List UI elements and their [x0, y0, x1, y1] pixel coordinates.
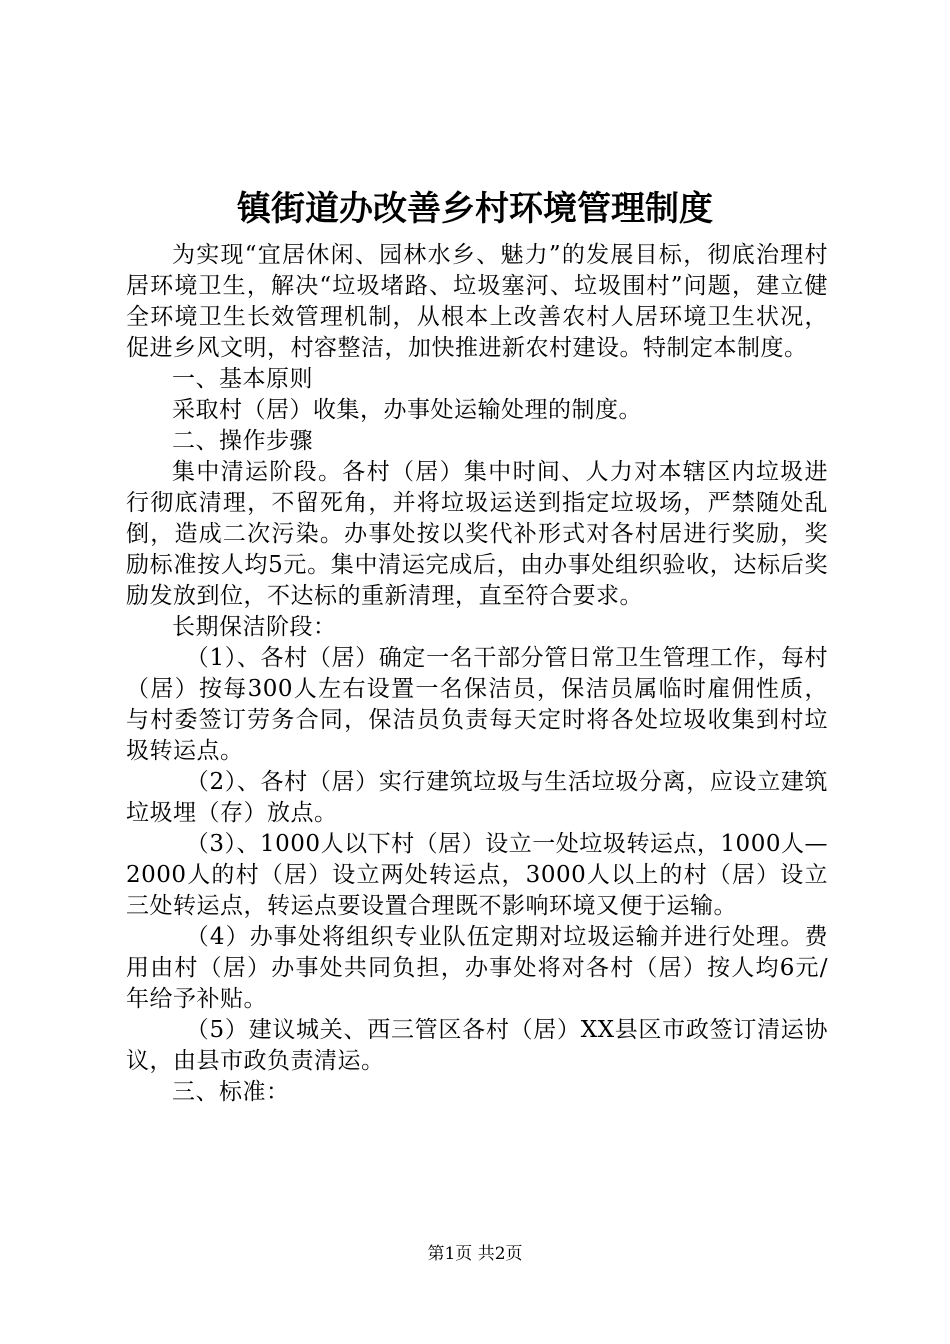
item-1-paragraph: （1）、各村（居）确定一名干部分管日常卫生管理工作，每村（居）按每300人左右设置一名保洁员，保洁员属临时雇佣性质，与村委签订劳务合同，保洁员负责每天定时将各处垃圾收集到村垃圾转运点。 [126, 645, 828, 764]
centralized-cleanup-paragraph: 集中清运阶段。各村（居）集中时间、人力对本辖区内垃圾进行彻底清理，不留死角，并将垃圾运送到指定垃圾场，严禁随处乱倒，造成二次污染。办事处按以奖代补形式对各村居进行奖励，奖励标准按人均5元。集中清运完成后，由办事处组织验收，达标后奖励发放到位，不达标的重新清理，直至符合要求。 [126, 459, 828, 609]
principle-paragraph: 采取村（居）收集，办事处运输处理的制度。 [172, 397, 642, 423]
item-4-paragraph: （4）办事处将组织专业队伍定期对垃圾运输并进行处理。费用由村（居）办事处共同负担，办事处将对各村（居）按人均6元/年给予补贴。 [126, 924, 828, 1012]
item-3-paragraph: （3）、1000人以下村（居）设立一处垃圾转运点，1000人—2000人的村（居）设立两处转运点，3000人以上的村（居）设立三处转运点，转运点要设置合理既不影响环境又便于运输。 [126, 831, 828, 919]
section-heading-principles: 一、基本原则 [172, 366, 313, 392]
section-heading-standards: 三、标准： [172, 1079, 290, 1105]
page-title: 镇街道办改善乡村环境管理制度 [237, 189, 713, 229]
long-term-heading: 长期保洁阶段： [172, 614, 337, 640]
page-footer: 第1页 共2页 [427, 1244, 523, 1264]
item-2-paragraph: （2）、各村（居）实行建筑垃圾与生活垃圾分离，应设立建筑垃圾埋（存）放点。 [126, 769, 828, 826]
intro-paragraph: 为实现“宜居休闲、园林水乡、魅力”的发展目标，彻底治理村居环境卫生，解决“垃圾堵路、垃圾塞河、垃圾围村”问题，建立健全环境卫生长效管理机制，从根本上改善农村人居环境卫生状况，促进乡风文明，村容整洁，加快推进新农村建设。特制定本制度。 [126, 242, 828, 361]
section-heading-steps: 二、操作步骤 [172, 428, 313, 454]
document-body [126, 240, 828, 1108]
item-5-paragraph: （5）建议城关、西三管区各村（居）XX县区市政签订清运协议，由县市政负责清运。 [126, 1017, 828, 1074]
